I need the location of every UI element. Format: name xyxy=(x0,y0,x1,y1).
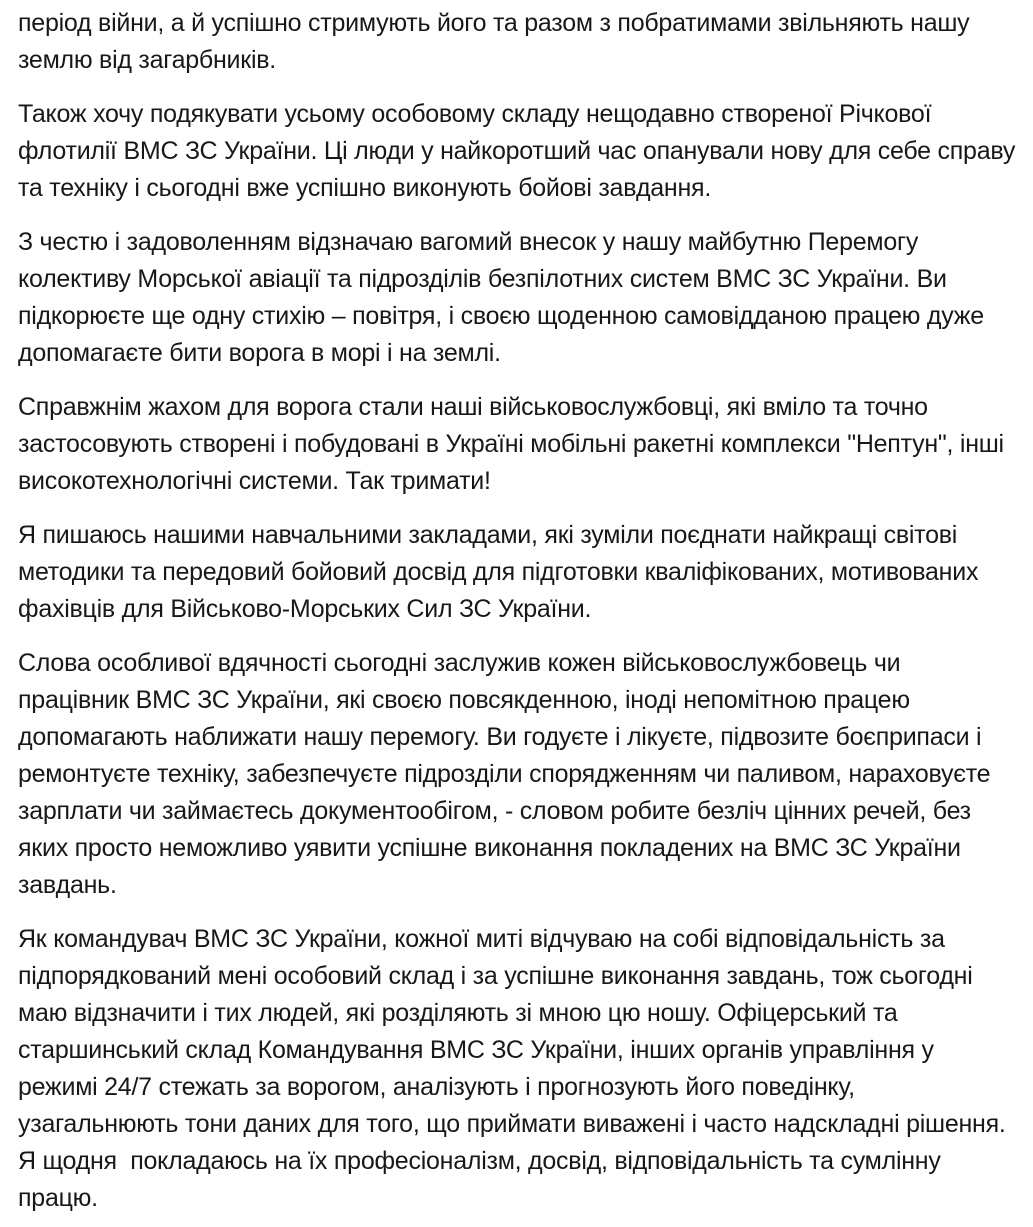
article-paragraph-neptune-missiles: Справжнім жахом для ворога стали наші військовослужбовці, які вміло та точно застосовують створені і побудовані в Україні мобільні ракетні комплекси "Нептун", інші високотехнологічні системи. Так тримати! xyxy=(18,393,1011,495)
article-paragraph-training-institutions: Я пишаюсь нашими навчальними закладами, які зуміли поєднати найкращі світові методики та передовий бойовий досвід для підготовки кваліфікованих, мотивованих фахівців для Військово-Морських Сил ЗС України. xyxy=(18,521,985,623)
article-paragraph-war-period: період війни, а й успішно стримують його та разом з побратимами звільняють нашу землю від загарбників. xyxy=(18,9,977,74)
article-paragraph-river-flotilla: Також хочу подякувати усьому особовому складу нещодавно створеної Річкової флотилії ВМС ЗС України. Ці люди у найкоротший час опанували нову для себе справу та техніку і сьогодні вже успішно виконують бойові завдання. xyxy=(18,100,1022,202)
article-paragraph-naval-aviation: З честю і задоволенням відзначаю вагомий внесок у нашу майбутню Перемогу колективу Морської авіації та підрозділів безпілотних систем ВМС ЗС України. Ви підкорюєте ще одну стихію – повітря, і своєю щоденною самовідданою працею дуже допомагаєте бити ворога в морі і на землі. xyxy=(18,228,991,367)
article-paragraph-support-personnel: Слова особливої вдячності сьогодні заслужив кожен військовослужбовець чи працівник ВМС ЗС України, які своєю повсякденною, іноді непомітною працею допомагають наближати нашу перемогу. Ви годуєте і лікуєте, підвозите боєприпаси і ремонтуєте техніку, забезпечуєте підрозділи спорядженням чи паливом, нараховуєте зарплати чи займаєтесь документообігом, - словом робите безліч цінних речей, без яких просто неможливо уявити успішне виконання покладених на ВМС ЗС України завдань. xyxy=(18,649,998,899)
article-paragraph-commander-responsibility: Як командувач ВМС ЗС України, кожної миті відчуваю на собі відповідальність за підпорядкований мені особовий склад і за успішне виконання завдань, тож сьогодні маю відзначити і тих людей, які розділяють зі мною цю ношу. Офіцерський та старшинський склад Командування ВМС ЗС України, інших органів управління у режимі 24/7 стежать за ворогом, аналізують і прогнозують його поведінку, узагальнюють тони даних для того, що приймати виважені і часто надскладні рішення. Я щодня покладаюсь на їх професіоналізм, досвід, відповідальність та сумлінну працю. xyxy=(18,925,1013,1212)
